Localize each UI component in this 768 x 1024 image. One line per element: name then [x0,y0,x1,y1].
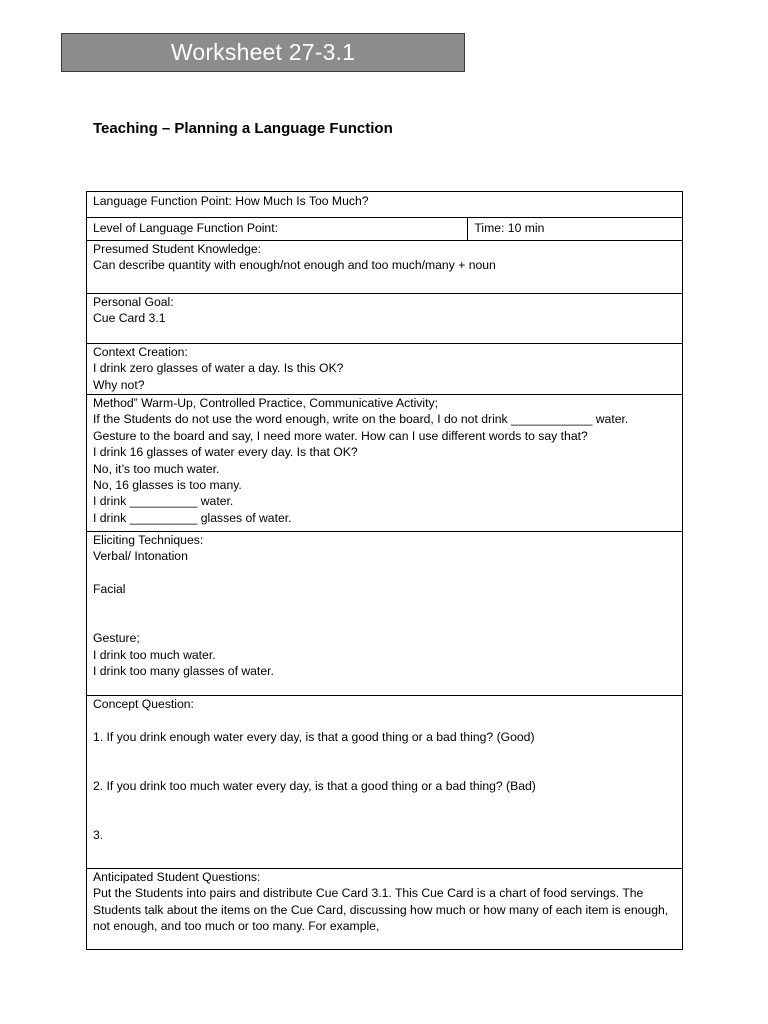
context-line: I drink zero glasses of water a day. Is this OK? [93,361,344,376]
time-text: Time: 10 min [474,221,545,235]
knowledge-cell [87,241,683,294]
worksheet-header-box [61,33,465,72]
eliciting-cell [87,532,683,696]
eliciting-line: Gesture; [93,631,140,646]
anticipated-text: Put the Students into pairs and distribute Cue Card 3.1. This Cue Card is a chart of food servings. The Students talk about the items on the Cue Card, discussing how much or how many of each item is enough, not enough, and too much or too many. For example, [93,886,669,934]
method-line: I drink __________ glasses of water. [93,510,292,525]
eliciting-line: I drink too much water. [93,647,216,662]
knowledge-label: Presumed Student Knowledge: [93,242,262,256]
method-line: If the Students do not use the word enough, write on the board, I do not drink ____________ water. [93,412,629,427]
context-label: Context Creation: [93,345,188,359]
eliciting-label: Eliciting Techniques: [93,533,204,547]
goal-line: Cue Card 3.1 [93,311,166,326]
worksheet-title: Worksheet 27-3.1 [170,39,356,65]
concept-cell [87,696,683,869]
method-line: No, 16 glasses is too many. [93,478,242,493]
context-cell [87,344,683,395]
eliciting-line: Facial [93,582,126,597]
method-line: I drink __________ water. [93,494,234,509]
lesson-plan-table [86,191,683,950]
method-line: I drink 16 glasses of water every day. Is that OK? [93,445,358,460]
function-point-text: Language Function Point: How Much Is Too Much? [93,194,369,208]
eliciting-line: I drink too many glasses of water. [93,664,274,679]
method-cell [87,395,683,532]
concept-line [93,745,676,761]
eliciting-line: Verbal/ Intonation [93,549,188,564]
goal-label: Personal Goal: [93,295,174,309]
method-line: Gesture to the board and say, I need more water. How can I use different words to say that? [93,428,588,443]
concept-line: 2. If you drink too much water every day, is that a good thing or a bad thing? (Bad) [93,778,536,793]
anticipated-label: Anticipated Student Questions: [93,870,261,884]
concept-line: 1. If you drink enough water every day, is that a good thing or a bad thing? (Good) [93,729,535,744]
concept-line: 3. [93,828,104,843]
anticipated-cell [87,869,683,950]
level-text: Level of Language Function Point: [93,221,278,235]
method-label: Method” Warm-Up, Controlled Practice, Communicative Activity; [93,396,438,410]
level-cell [87,218,468,241]
eliciting-line [93,598,676,614]
concept-line [93,762,676,778]
time-cell [468,218,683,241]
goal-cell [87,294,683,344]
concept-label: Concept Question: [93,697,194,711]
concept-line [93,844,676,860]
eliciting-line [93,614,676,630]
page-subtitle: Teaching – Planning a Language Function [93,120,393,137]
concept-line [93,811,676,827]
context-line: Why not? [93,377,145,392]
method-line: No, it’s too much water. [93,461,220,476]
function-point-cell [87,192,683,218]
concept-line [93,712,676,728]
knowledge-line: Can describe quantity with enough/not enough and too much/many + noun [93,258,496,273]
eliciting-line [93,565,676,581]
concept-line [93,794,676,810]
